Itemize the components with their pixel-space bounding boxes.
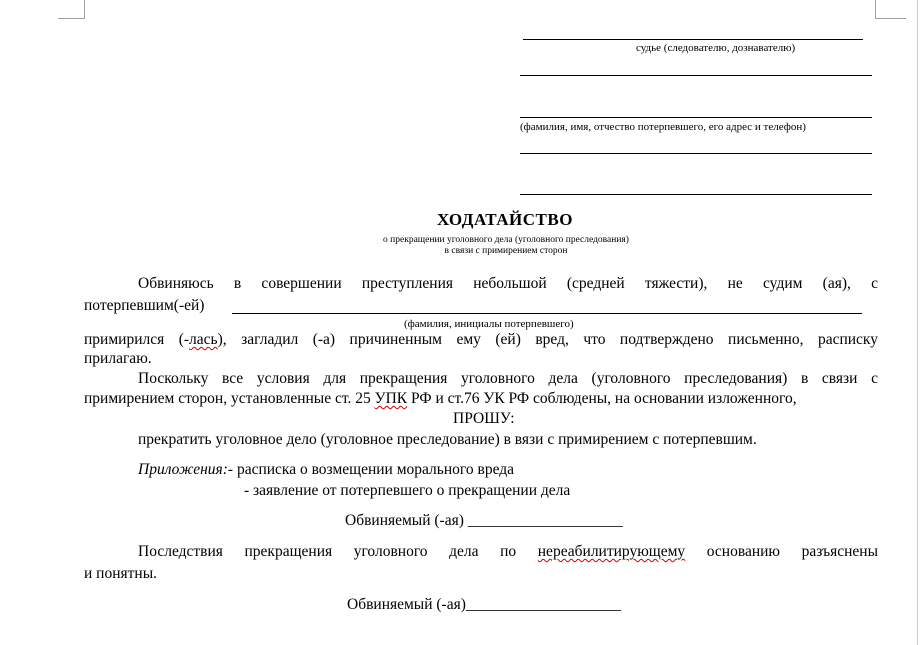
request-text: прекратить уголовное дело (уголовное преследование) в вязи с примирением с потерпевшим. (138, 431, 757, 448)
p4-spellcheck-word: нереабилитирующему (537, 543, 686, 560)
signature-line-1: Обвиняемый (-ая) ____________________ (345, 512, 623, 529)
attachments-line-1 (138, 461, 514, 479)
crop-mark-top-left (58, 0, 85, 19)
document-title: ХОДАТАЙСТВО (437, 210, 573, 229)
paragraph-2-line-1 (84, 331, 878, 349)
p3-spellcheck-word: УПК (374, 390, 408, 407)
signature-line-2: Обвиняемый (-ая)____________________ (347, 596, 621, 613)
document-subtitle-2: в связи с примирением сторон (444, 246, 568, 256)
attachments-label: Приложения: (138, 461, 228, 478)
paragraph-3-line-1: Поскольку все условия для прекращения уголовного дела (уголовного преследования) в связи с (138, 370, 878, 387)
judge-caption: судье (следователю, дознавателю) (636, 42, 796, 54)
victim-phone-line (520, 194, 872, 195)
p3-text-b: РФ и ст.76 УК РФ соблюдены, на основании изложенного, (407, 390, 797, 407)
victim-caption: (фамилия, имя, отчество потерпевшего, его адрес и телефон) (520, 121, 806, 133)
paragraph-2-line-2: прилагаю. (84, 350, 152, 367)
paragraph-3-line-2 (84, 390, 797, 408)
paragraph-4-line-1 (138, 543, 878, 561)
p2-text-a: примирился (- (84, 331, 190, 348)
attachment-2: - заявление от потерпевшего о прекращении дела (244, 482, 571, 499)
paragraph-1-line-2: потерпевшим(-ей) (84, 297, 205, 314)
judge-name-line (523, 39, 863, 40)
p4-text-b: основанию разъяснены (685, 543, 878, 560)
paragraph-4-line-2: и понятны. (84, 565, 157, 582)
p2-spellcheck-word: лась (189, 331, 218, 348)
victim-initials-line (232, 313, 862, 314)
crop-mark-top-right (875, 0, 906, 19)
p4-text-a: Последствия прекращения уголовного дела по (138, 543, 538, 560)
p2-text-b: ), загладил (-а) причиненным ему (ей) вред, что подтверждено письменно, расписку (217, 331, 878, 348)
attachment-1: - расписка о возмещении морального вреда (227, 461, 515, 478)
victim-address-line (520, 153, 872, 154)
paragraph-1-line-1: Обвиняюсь в совершении преступления небольшой (средней тяжести), не судим (ая), с (138, 275, 878, 292)
p3-text-a: примирением сторон, установленные ст. 25 (84, 390, 375, 407)
document-subtitle-1: о прекращении уголовного дела (уголовного преследования) (383, 235, 629, 245)
judge-address-line (520, 75, 872, 76)
prosh-heading: ПРОШУ: (453, 410, 515, 427)
victim-name-line (520, 117, 872, 118)
victim-initials-caption: (фамилия, инициалы потерпевшего) (404, 318, 574, 330)
